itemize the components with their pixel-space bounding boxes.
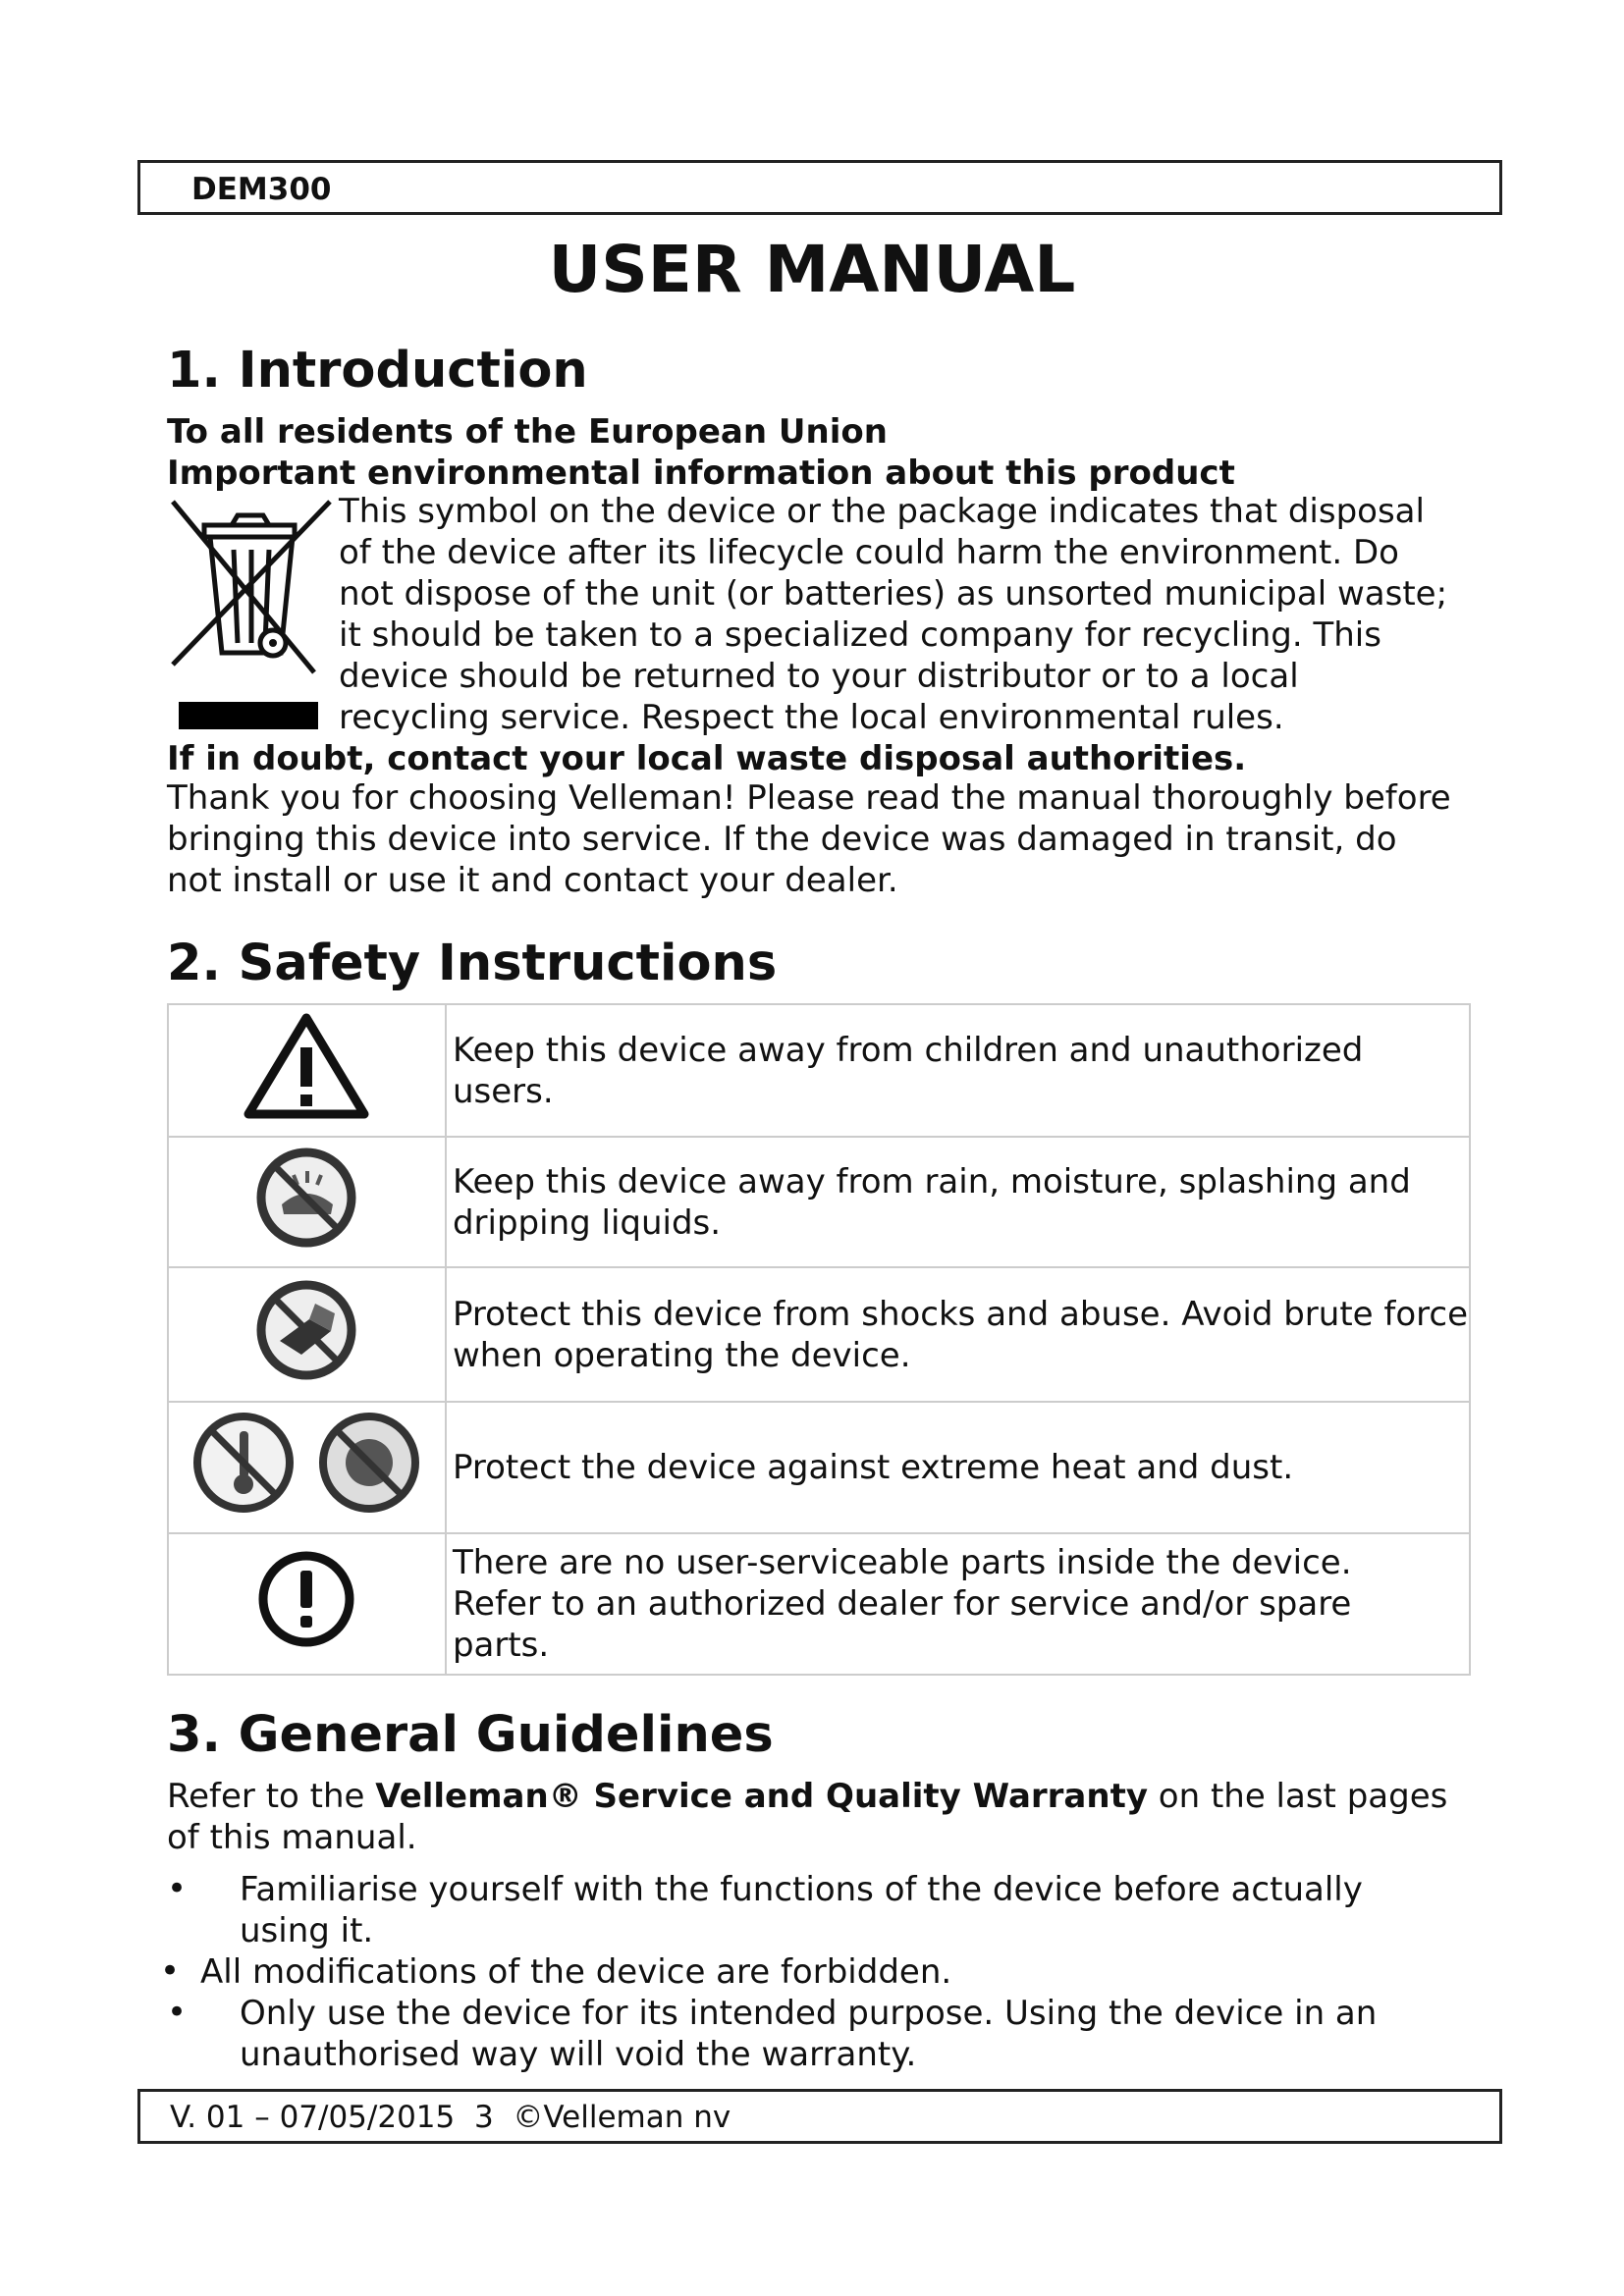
safety-row — [168, 1402, 1470, 1533]
intro-post: on the last pages — [1147, 1777, 1448, 1816]
bullet-line: using it. — [240, 1911, 374, 1950]
weee-line: recycling service. Respect the local environmental rules. — [339, 698, 1284, 737]
attention-icon — [252, 1545, 360, 1653]
safety-row — [168, 1533, 1470, 1675]
doubt-line: If in doubt, contact your local waste disposal authorities. — [167, 739, 1247, 778]
weee-line: This symbol on the device or the package indicates that disposal — [339, 492, 1425, 531]
warranty-reference: Velleman® Service and Quality Warranty — [375, 1777, 1148, 1816]
weee-line: of the device after its lifecycle could harm the environment. Do — [339, 533, 1399, 572]
no-shocks-icon — [252, 1276, 360, 1384]
safety-text-line: parts. — [452, 1626, 550, 1665]
safety-row — [168, 1004, 1470, 1137]
safety-text-line: Keep this device away from children and unauthorized — [452, 1030, 1364, 1070]
guidelines-intro-line2: of this manual. — [167, 1818, 417, 1857]
weee-text-block — [339, 491, 1447, 738]
safety-text-cell — [446, 1137, 1470, 1267]
safety-heading: 2. Safety Instructions — [167, 934, 778, 992]
bullet-line: Familiarise yourself with the functions of the device before actually — [240, 1870, 1363, 1909]
footer-text: V. 01 – 07/05/2015 3 ©Velleman nv — [170, 2100, 731, 2135]
intro-pre: Refer to the — [167, 1777, 376, 1816]
env-info-line: Important environmental information about this product — [167, 454, 1235, 493]
safety-text-cell — [446, 1533, 1470, 1675]
safety-text-line: There are no user-serviceable parts inside the device. — [452, 1543, 1352, 1582]
safety-text-line: Keep this device away from rain, moisture, splashing and — [452, 1161, 1411, 1201]
weee-line: not dispose of the unit (or batteries) as unsorted municipal waste; — [339, 574, 1448, 614]
bullet-marker: • — [167, 1993, 188, 2032]
safety-icon-cell — [168, 1533, 446, 1675]
weee-line: device should be returned to your distributor or to a local — [339, 657, 1299, 696]
guidelines-intro — [167, 1776, 1447, 1817]
safety-row — [168, 1137, 1470, 1267]
bullet-marker: • — [167, 1869, 188, 1908]
thanks-paragraph — [167, 777, 1483, 901]
safety-text-line: users. — [452, 1071, 554, 1111]
safety-row — [168, 1267, 1470, 1402]
thanks-line: Thank you for choosing Velleman! Please read the manual thoroughly before — [167, 778, 1451, 818]
no-dust-icon — [323, 1416, 415, 1509]
safety-text-line: dripping liquids. — [452, 1202, 722, 1243]
model-number: DEM300 — [191, 172, 332, 207]
bullet-line: All modifications of the device are forbidden. — [200, 1952, 952, 1992]
guideline-bullet — [240, 1993, 1377, 2075]
safety-text-line: Protect the device against extreme heat and dust. — [452, 1448, 1294, 1487]
no-heat-dust-icon — [189, 1408, 424, 1518]
eu-residents-line: To all residents of the European Union — [167, 412, 888, 452]
weee-crossed-bin-icon — [167, 496, 336, 736]
warning-triangle-icon — [243, 1012, 370, 1120]
guideline-bullet — [200, 1951, 951, 1993]
intro-heading: 1. Introduction — [167, 342, 588, 400]
safety-icon-cell — [168, 1402, 446, 1533]
bullet-line: Only use the device for its intended purpose. Using the device in an — [240, 1994, 1378, 2033]
bullet-marker: • — [160, 1951, 181, 1991]
weee-line: it should be taken to a specialized company for recycling. This — [339, 615, 1381, 655]
header-box — [137, 160, 1502, 215]
safety-text-cell — [446, 1004, 1470, 1137]
safety-icon-cell — [168, 1137, 446, 1267]
safety-text-line: Protect this device from shocks and abuse. Avoid brute force — [452, 1294, 1468, 1334]
safety-text-cell — [446, 1402, 1470, 1533]
safety-table — [167, 1003, 1471, 1676]
guideline-bullet — [240, 1869, 1363, 1951]
safety-icon-cell — [168, 1004, 446, 1137]
thanks-line: bringing this device into service. If the device was damaged in transit, do — [167, 820, 1397, 859]
no-water-icon — [252, 1144, 360, 1252]
safety-text-line: Refer to an authorized dealer for service and/or spare — [452, 1584, 1352, 1624]
safety-text-line: when operating the device. — [452, 1335, 911, 1375]
page-title: USER MANUAL — [548, 232, 1076, 307]
footer-box — [137, 2089, 1502, 2144]
bullet-line: unauthorised way will void the warranty. — [240, 2035, 917, 2074]
guidelines-heading: 3. General Guidelines — [167, 1706, 774, 1764]
thanks-line: not install or use it and contact your dealer. — [167, 861, 898, 900]
safety-text-cell — [446, 1267, 1470, 1402]
safety-icon-cell — [168, 1267, 446, 1402]
no-heat-icon — [197, 1416, 290, 1509]
